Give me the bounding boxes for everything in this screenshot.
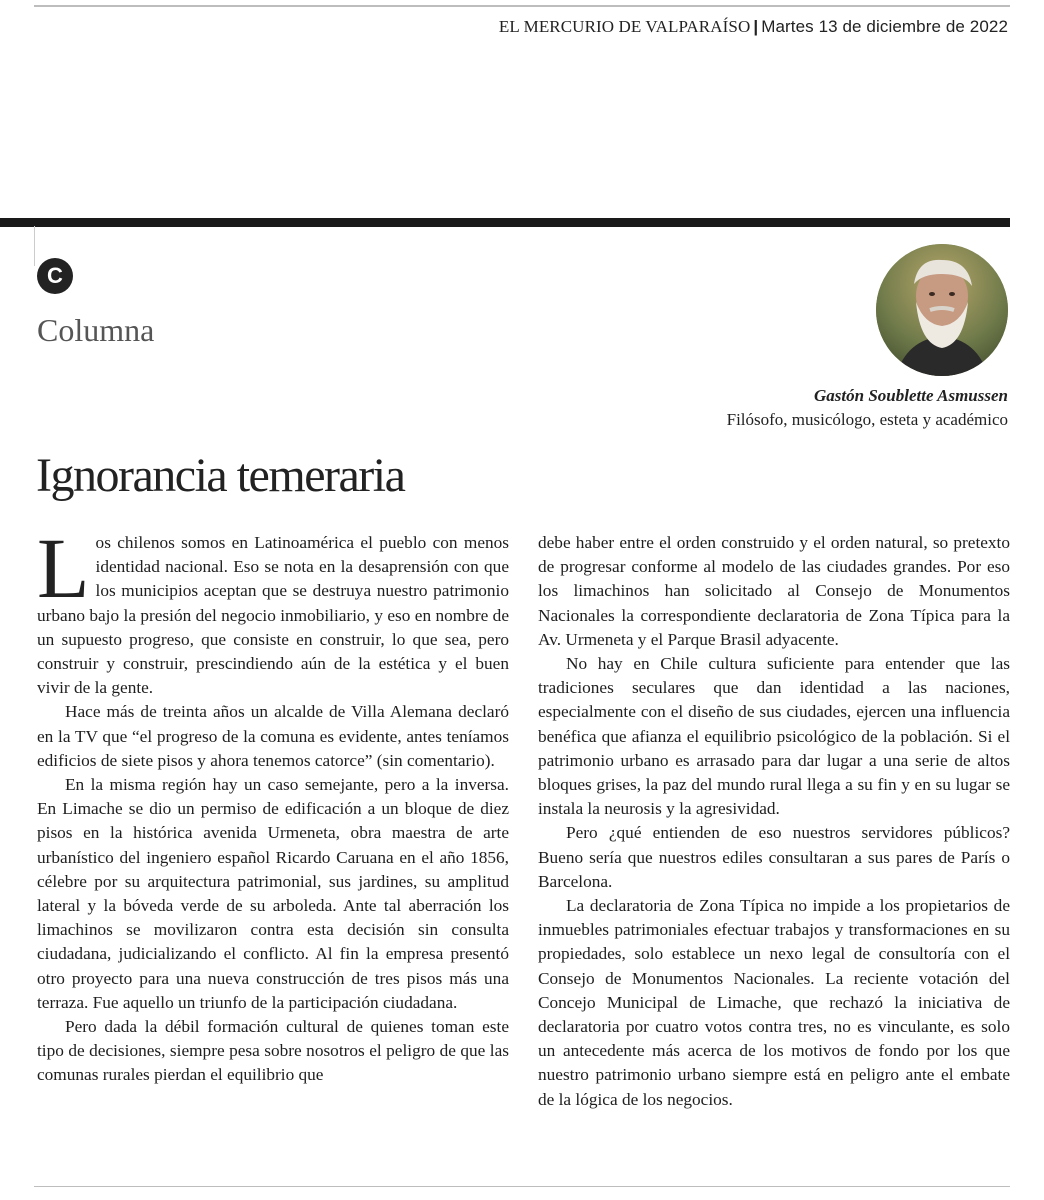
author-portrait-icon bbox=[876, 244, 1008, 376]
author-role: Filósofo, musicólogo, esteta y académico bbox=[726, 410, 1008, 429]
issue-date: Martes 13 de diciembre de 2022 bbox=[761, 17, 1008, 36]
paragraph-text: os chilenos somos en Latinoamérica el pueblo con menos identidad nacional. Eso se nota en la desaprensión con que los municipios aceptan que se destruya nuestro patrimonio urbano bajo la presión del negocio inmobiliario, y eso en nombre de un supuesto progreso, que consiste en construir, lo que sea, pero construir y construir, prescindiendo aún de la estética y el buen vivir de la gente. bbox=[37, 533, 509, 698]
paragraph: No hay en Chile cultura suficiente para entender que las tradiciones seculares que dan identidad a las naciones, especialmente con el diseño de sus ciudades, ejercen una influencia benéfica que afianza el equilibrio psicológico de la población. Si el patrimonio urbano es arrasado para dar lugar a una serie de altos bloques grises, la paz del mundo rural llega a su fin y en su lugar se instala la neurosis y la agresividad. bbox=[538, 654, 1010, 819]
paragraph: Hace más de treinta años un alcalde de Villa Alemana declaró en la TV que “el progreso de la comuna es evidente, antes teníamos edificios de siete pisos y ahora tenemos catorce” (sin comentario). bbox=[37, 702, 509, 770]
section-label: Columna bbox=[37, 312, 155, 348]
paragraph: En la misma región hay un caso semejante, pero a la inversa. En Limache se dio un permiso de edificación a un bloque de diez pisos en la histórica avenida Urmeneta, obra maestra de arte urbanístico del ingeniero español Ricardo Caruana en el año 1856, célebre por su arquitectura patrimonial, sus jardines, su amplitud lateral y la bóveda verde de su arboleda. Ante tal aberración los limachinos se movilizaron contra esta decisión sin consulta ciudadana, judicializando el conflicto. Al fin la empresa presentó otro proyecto para una nueva construcción de tres pisos más una terraza. Fue aquello un triunfo de la participación ciudadana. bbox=[37, 775, 509, 1012]
paragraph: La declaratoria de Zona Típica no impide a los propietarios de inmuebles patrimoniales efectuar trabajos y transformaciones en su propiedades, solo establece un nexo legal de consultoría con el Consejo de Monumentos Nacionales. La reciente votación del Concejo Municipal de Limache, que rechazó la iniciativa de declaratoria por cuatro votos contra tres, no es vinculante, es solo un antecedente más acerca de los motivos de fondo por los que nuestro patrimonio urbano siempre está en peligro ante el embate de la lógica de los negocios. bbox=[538, 896, 1010, 1109]
column-badge-icon: C bbox=[37, 258, 73, 294]
column-left-rule bbox=[34, 226, 35, 266]
section-divider bbox=[0, 218, 1010, 227]
drop-cap: L bbox=[37, 520, 90, 616]
paragraph bbox=[37, 520, 509, 700]
author-photo bbox=[876, 244, 1008, 376]
paragraph: Pero ¿qué entienden de eso nuestros servidores públicos? Bueno sería que nuestros ediles consultaran a sus pares de París o Barcelona. bbox=[538, 823, 1010, 891]
article-column-right bbox=[538, 531, 1010, 1112]
headline: Ignorancia temeraria bbox=[36, 449, 405, 502]
article-column-left bbox=[37, 520, 509, 1088]
paragraph: Pero dada la débil formación cultural de quienes toman este tipo de decisiones, siempre pesa sobre nosotros el peligro de que las comunas rurales pierdan el equilibrio que bbox=[37, 1017, 509, 1085]
bottom-rule bbox=[34, 1186, 1010, 1187]
masthead bbox=[499, 17, 1008, 37]
paragraph: debe haber entre el orden construido y el orden natural, so pretexto de progresar conforme al modelo de las ciudades grandes. Por eso los limachinos han solicitado al Consejo de Monumentos Nacionales la correspondiente declaratoria de Zona Típica para la Av. Urmeneta y el Parque Brasil adyacente. bbox=[538, 533, 1010, 649]
masthead-separator: | bbox=[753, 17, 759, 36]
author-name: Gastón Soublette Asmussen bbox=[814, 386, 1008, 405]
newspaper-name: EL MERCURIO DE VALPARAÍSO bbox=[498, 17, 751, 36]
top-rule bbox=[34, 5, 1010, 7]
